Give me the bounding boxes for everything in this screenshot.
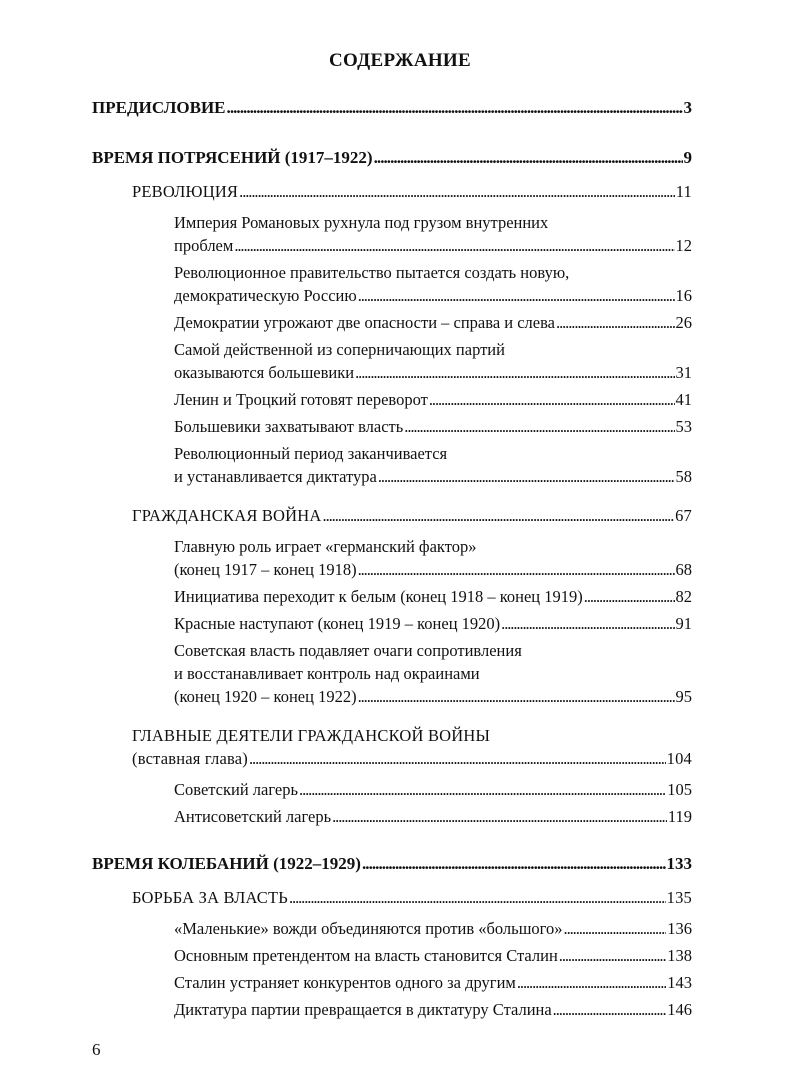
toc-entry-row	[174, 998, 692, 1021]
toc-entry-row	[92, 146, 692, 170]
dot-leader	[559, 944, 666, 967]
dot-leader	[501, 612, 674, 635]
toc-entry-row	[174, 971, 692, 994]
toc-entry-row	[174, 311, 692, 334]
table-of-contents	[0, 96, 800, 1021]
toc-entry-row	[92, 852, 692, 876]
toc-entry-title: Диктатура партии превращается в диктатуру Сталина	[174, 1000, 552, 1019]
toc-entry-page: 136	[667, 919, 692, 938]
toc-entry-title: «Маленькие» вожди объединяются против «большого»	[174, 919, 563, 938]
toc-entry-row	[174, 415, 692, 438]
toc-entry-title-line: Революционное правительство пытается создать новую,	[174, 263, 570, 282]
dot-leader	[234, 234, 674, 257]
toc-entry-title: ВРЕМЯ КОЛЕБАНИЙ (1922–1929)	[92, 854, 361, 873]
toc-entry-level-3	[174, 211, 692, 257]
toc-entry-title-line: ГЛАВНЫЕ ДЕЯТЕЛИ ГРАЖДАНСКОЙ ВОЙНЫ	[132, 726, 491, 745]
toc-entry-page: 53	[675, 417, 692, 436]
toc-entry-level-3	[174, 415, 692, 438]
toc-entry-level-2	[132, 180, 692, 203]
toc-entry-title: Советский лагерь	[174, 780, 299, 799]
toc-entry-row	[174, 585, 692, 608]
toc-entry-title: (вставная глава)	[132, 749, 248, 768]
toc-entry-page: 26	[675, 313, 692, 332]
toc-entry-level-3	[174, 535, 692, 581]
toc-entry-title: Антисоветский лагерь	[174, 807, 332, 826]
toc-entry-title-line: Революционный период заканчивается	[174, 444, 448, 463]
toc-entry-page: 68	[675, 560, 692, 579]
toc-entry-row	[174, 465, 692, 488]
toc-entry-title-line: Советская власть подавляет очаги сопротивления	[174, 641, 522, 660]
toc-entry-row	[174, 685, 692, 708]
toc-entry-level-3	[174, 998, 692, 1021]
toc-entry-title: РЕВОЛЮЦИЯ	[132, 182, 239, 201]
toc-entry-title: ВРЕМЯ ПОТРЯСЕНИЙ (1917–1922)	[92, 148, 373, 167]
toc-entry-page: 91	[675, 614, 692, 633]
toc-entry-title: (конец 1917 – конец 1918)	[174, 560, 357, 579]
page-title: СОДЕРЖАНИЕ	[329, 50, 471, 71]
dot-leader	[239, 180, 675, 203]
toc-entry-level-2	[132, 724, 692, 770]
toc-entry-level-3	[174, 388, 692, 411]
toc-entry-level-3	[174, 585, 692, 608]
toc-entry-level-3	[174, 442, 692, 488]
toc-entry-row	[174, 778, 692, 801]
toc-entry-title-line: Главную роль играет «германский фактор»	[174, 537, 477, 556]
dot-leader	[227, 96, 683, 120]
toc-entry-title: оказываются большевики	[174, 363, 355, 382]
toc-entry-level-2	[132, 504, 692, 527]
toc-entry-title: (конец 1920 – конец 1922)	[174, 687, 357, 706]
toc-entry-row	[132, 886, 692, 909]
dot-leader	[358, 685, 675, 708]
toc-entry-page: 146	[667, 1000, 692, 1019]
dot-leader	[404, 415, 674, 438]
dot-leader	[374, 146, 683, 170]
toc-entry-row	[132, 180, 692, 203]
toc-entry-row	[174, 388, 692, 411]
toc-entry-level-3	[174, 917, 692, 940]
toc-entry-page: 41	[675, 390, 692, 409]
toc-entry-title: и устанавливается диктатура	[174, 467, 377, 486]
toc-entry-title: Сталин устраняет конкурентов одного за другим	[174, 973, 516, 992]
toc-entry-level-3	[174, 639, 692, 708]
toc-entry-page: 82	[675, 587, 692, 606]
toc-entry-row	[174, 558, 692, 581]
dot-leader	[249, 747, 666, 770]
toc-entry-title: Инициатива переходит к белым (конец 1918 – конец 1919)	[174, 587, 583, 606]
toc-entry-row	[174, 361, 692, 384]
toc-entry-page: 12	[675, 236, 692, 255]
toc-entry-page: 133	[666, 854, 692, 873]
dot-leader	[517, 971, 666, 994]
dot-leader	[332, 805, 667, 828]
toc-entry-level-1	[92, 146, 692, 170]
toc-entry-title: Большевики захватывают власть	[174, 417, 404, 436]
dot-leader	[355, 361, 674, 384]
toc-entry-level-1	[92, 852, 692, 876]
toc-entry-title: ГРАЖДАНСКАЯ ВОЙНА	[132, 506, 322, 525]
toc-entry-title: демократическую Россию	[174, 286, 357, 305]
toc-entry-level-1	[92, 96, 692, 120]
dot-leader	[378, 465, 675, 488]
dot-leader	[362, 852, 666, 876]
dot-leader	[323, 504, 675, 527]
toc-entry-level-2	[132, 886, 692, 909]
toc-entry-page: 143	[667, 973, 692, 992]
toc-entry-level-3	[174, 805, 692, 828]
toc-entry-title: БОРЬБА ЗА ВЛАСТЬ	[132, 888, 288, 907]
dot-leader	[358, 284, 675, 307]
toc-entry-row	[174, 284, 692, 307]
dot-leader	[429, 388, 675, 411]
toc-entry-row	[92, 96, 692, 120]
toc-entry-page: 105	[667, 780, 692, 799]
toc-entry-page: 119	[667, 807, 692, 826]
toc-entry-page: 31	[675, 363, 692, 382]
toc-entry-page: 11	[675, 182, 692, 201]
toc-entry-page: 3	[683, 98, 692, 117]
toc-entry-row	[132, 504, 692, 527]
toc-entry-row	[174, 917, 692, 940]
toc-entry-page: 9	[683, 148, 692, 167]
toc-entry-title: Основным претендентом на власть становится Сталин	[174, 946, 558, 965]
toc-entry-title: Ленин и Троцкий готовят переворот	[174, 390, 428, 409]
toc-entry-level-3	[174, 338, 692, 384]
toc-entry-level-3	[174, 944, 692, 967]
toc-entry-level-3	[174, 261, 692, 307]
toc-entry-title: ПРЕДИСЛОВИЕ	[92, 98, 226, 117]
dot-leader	[289, 886, 666, 909]
toc-entry-row	[132, 747, 692, 770]
toc-entry-page: 58	[675, 467, 692, 486]
page-number: 6	[92, 1040, 101, 1059]
toc-entry-page: 16	[675, 286, 692, 305]
toc-entry-title: Красные наступают (конец 1919 – конец 1920)	[174, 614, 501, 633]
toc-entry-row	[174, 234, 692, 257]
toc-entry-level-3	[174, 612, 692, 635]
toc-entry-level-3	[174, 311, 692, 334]
toc-entry-level-3	[174, 778, 692, 801]
toc-entry-title-line: Империя Романовых рухнула под грузом внутренних	[174, 213, 549, 232]
toc-entry-row	[174, 944, 692, 967]
toc-entry-title-line: Самой действенной из соперничающих партий	[174, 340, 505, 359]
dot-leader	[299, 778, 666, 801]
toc-entry-page: 104	[666, 749, 692, 768]
toc-entry-row	[174, 805, 692, 828]
dot-leader	[358, 558, 675, 581]
toc-entry-level-3	[174, 971, 692, 994]
dot-leader	[564, 917, 667, 940]
toc-entry-page: 67	[675, 506, 692, 525]
dot-leader	[553, 998, 667, 1021]
toc-entry-title: проблем	[174, 236, 234, 255]
toc-entry-title: Демократии угрожают две опасности – справа и слева	[174, 313, 556, 332]
toc-entry-title-line: и восстанавливает контроль над окраинами	[174, 664, 480, 683]
dot-leader	[556, 311, 674, 334]
toc-entry-page: 138	[667, 946, 692, 965]
dot-leader	[584, 585, 675, 608]
toc-entry-page: 95	[675, 687, 692, 706]
toc-entry-row	[174, 612, 692, 635]
toc-entry-page: 135	[666, 888, 692, 907]
